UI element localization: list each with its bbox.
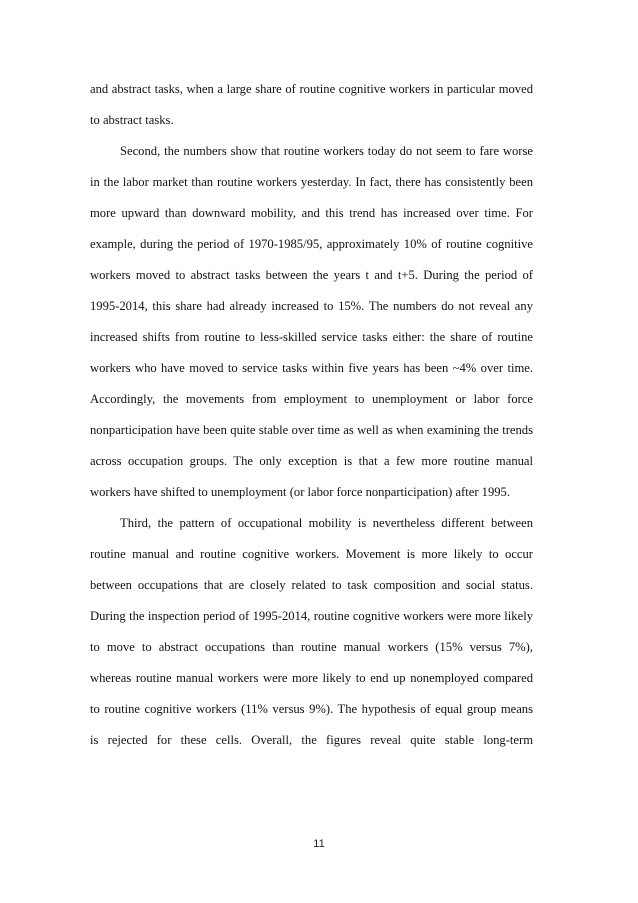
text-line: between occupations that are closely related to task composition and social status.	[90, 578, 533, 592]
text-line: in the labor market than routine workers yesterday. In fact, there has consistently been	[90, 175, 533, 189]
text-line: nonparticipation have been quite stable over time as well as when examining the trends	[90, 423, 533, 437]
text-line: workers who have moved to service tasks within five years has been ~4% over time.	[90, 361, 533, 375]
paragraph-continuation	[90, 74, 533, 136]
text-line: whereas routine manual workers were more likely to end up nonemployed compared	[90, 671, 533, 685]
text-line: Second, the numbers show that routine workers today do not seem to fare worse	[120, 144, 533, 158]
text-line: to abstract tasks.	[90, 113, 174, 127]
text-line: more upward than downward mobility, and this trend has increased over time. For	[90, 206, 533, 220]
text-line: During the inspection period of 1995-2014, routine cognitive workers were more likely	[90, 609, 533, 623]
text-line: across occupation groups. The only exception is that a few more routine manual	[90, 454, 533, 468]
text-line: and abstract tasks, when a large share of routine cognitive workers in particular moved	[90, 82, 533, 96]
text-line: 1995-2014, this share had already increased to 15%. The numbers do not reveal any	[90, 299, 533, 313]
body-text	[90, 74, 533, 756]
paragraph-second	[90, 136, 533, 508]
text-line: routine manual and routine cognitive workers. Movement is more likely to occur	[90, 547, 533, 561]
text-line: workers moved to abstract tasks between the years t and t+5. During the period of	[90, 268, 533, 282]
text-line: Third, the pattern of occupational mobility is nevertheless different between	[120, 516, 533, 530]
page-number: 11	[313, 838, 325, 850]
text-line: Accordingly, the movements from employment to unemployment or labor force	[90, 392, 533, 406]
text-line: is rejected for these cells. Overall, the figures reveal quite stable long-term	[90, 733, 533, 747]
text-line: to move to abstract occupations than routine manual workers (15% versus 7%),	[90, 640, 533, 654]
text-line: to routine cognitive workers (11% versus 9%). The hypothesis of equal group means	[90, 702, 533, 716]
text-line: example, during the period of 1970-1985/95, approximately 10% of routine cognitive	[90, 237, 533, 251]
text-line: workers have shifted to unemployment (or labor force nonparticipation) after 1995.	[90, 485, 511, 499]
text-line: increased shifts from routine to less-skilled service tasks either: the share of routine	[90, 330, 533, 344]
paragraph-third	[90, 508, 533, 756]
